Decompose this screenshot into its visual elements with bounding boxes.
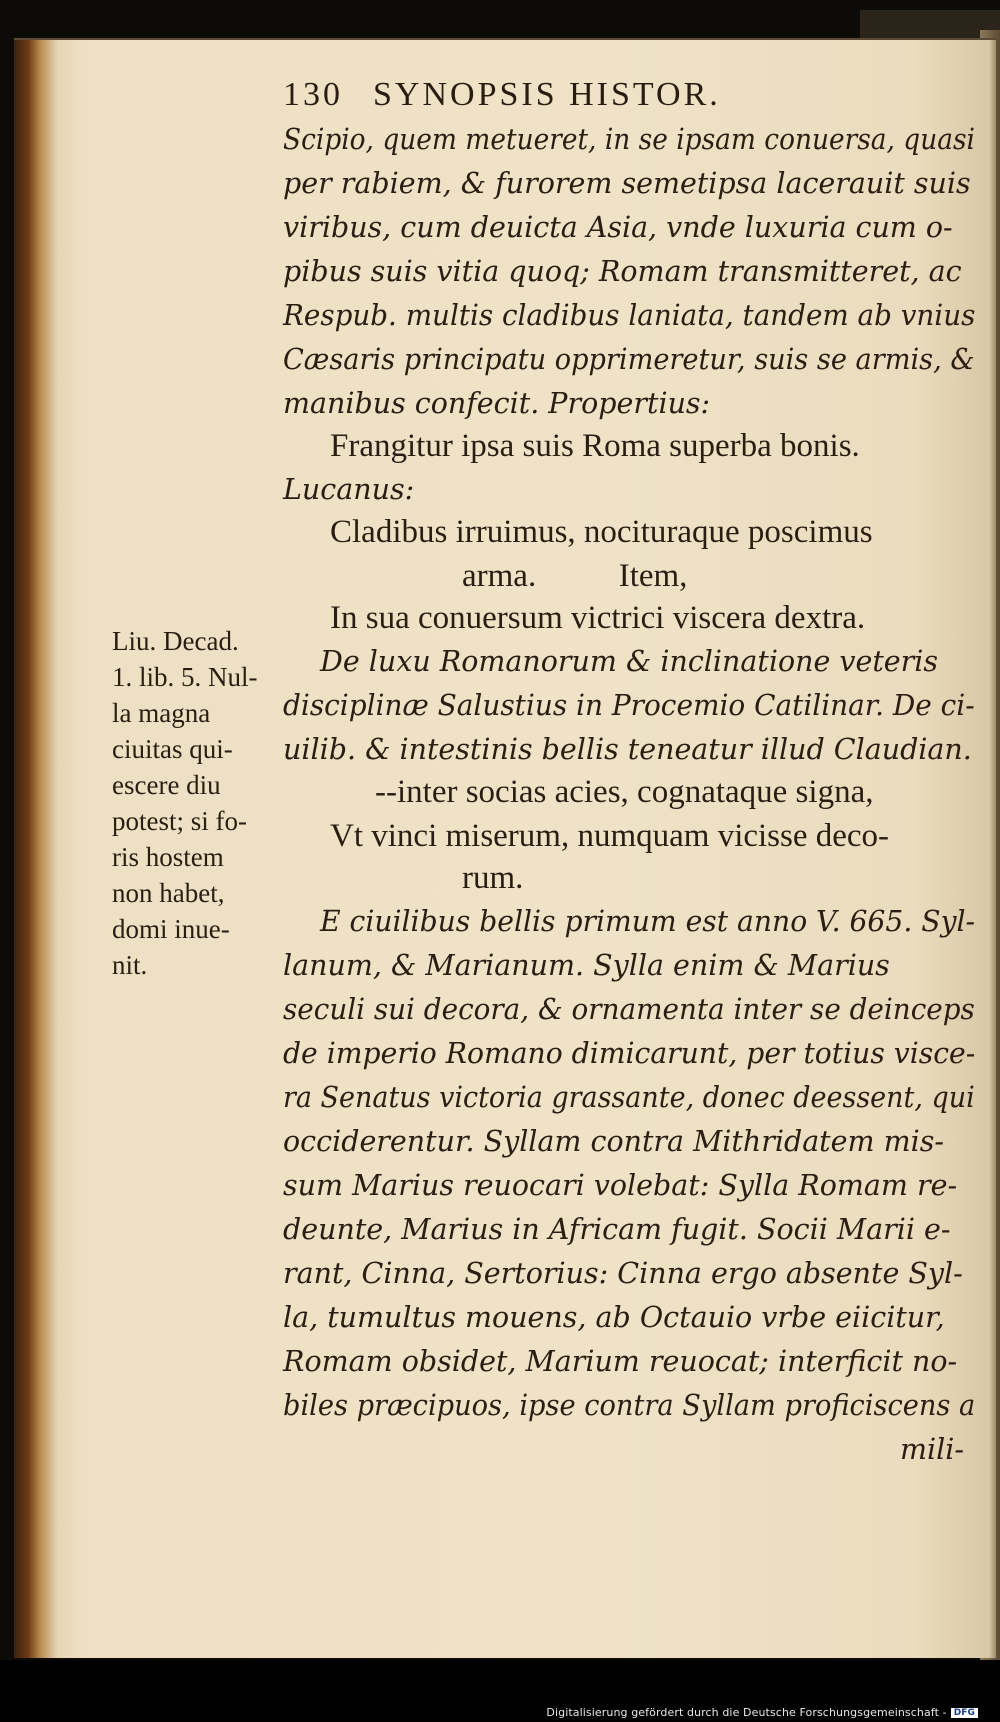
verse-line: --inter socias acies, cognataque signa, (375, 774, 874, 810)
verse-line: arma. Item, (462, 558, 688, 594)
text-line: uilib. & intestinis bellis teneatur illud Claudian. (283, 733, 972, 766)
text-line: manibus confecit. Propertius: (283, 387, 711, 420)
text-line: Romam obsidet, Marium reuocat; interficit no- (283, 1345, 958, 1378)
text-line: occiderentur. Syllam contra Mithridatem mis- (283, 1125, 944, 1158)
text-line: per rabiem, & furorem semetipsa lacerauit suis (283, 167, 971, 200)
text-line: disciplinæ Salustius in Procemio Catilinar. De ci- (283, 689, 975, 722)
margin-note-line: escere diu (112, 770, 221, 800)
margin-note-line: non habet, (112, 878, 225, 908)
catchword: mili- (900, 1433, 964, 1466)
text-line: Cæsaris principatu opprimeretur, suis se armis, & (283, 343, 975, 376)
verse-line: rum. (462, 860, 524, 896)
text-line: rant, Cinna, Sertorius: Cinna ergo absente Syl- (283, 1257, 963, 1290)
page-number: 130 (283, 76, 343, 113)
margin-note-line: Liu. Decad. (112, 626, 239, 656)
margin-note-line: ris hostem (112, 842, 224, 872)
text-line: Scipio, quem metueret, in se ipsam conuersa, quasi (283, 123, 975, 156)
verse-line: Cladibus irruimus, nocituraque poscimus (330, 514, 873, 550)
text-line: ra Senatus victoria grassante, donec deessent, qui (283, 1081, 975, 1114)
verse-line: Vt vinci miserum, numquam vicisse deco- (330, 818, 890, 854)
text-line: biles præcipuos, ipse contra Syllam proficiscens a (283, 1389, 976, 1422)
running-title: SYNOPSIS HISTOR. (373, 76, 721, 113)
text-line: sum Marius reuocari volebat: Sylla Romam re- (283, 1169, 958, 1202)
verse-line: In sua conuersum victrici viscera dextra. (330, 600, 866, 636)
text-line: Lucanus: (283, 473, 415, 506)
text-line: De luxu Romanorum & inclinatione veteris (320, 645, 939, 678)
text-line: Respub. multis cladibus laniata, tandem ab vnius (283, 299, 976, 332)
text-line: seculi sui decora, & ornamenta inter se deinceps (283, 993, 975, 1026)
margin-note-line: la magna (112, 698, 211, 728)
text-line: E ciuilibus bellis primum est anno V. 665. Syl- (320, 905, 976, 938)
text-line: pibus suis vitia quoq; Romam transmitteret, ac (283, 255, 962, 288)
verse-line: Frangitur ipsa suis Roma superba bonis. (330, 428, 860, 464)
digitization-credit (546, 1706, 978, 1719)
text-line: de imperio Romano dimicarunt, per totius visce- (283, 1037, 976, 1070)
text-line: deunte, Marius in Africam fugit. Socii Marii e- (283, 1213, 951, 1246)
text-line: la, tumultus mouens, ab Octauio vrbe eiicitur, (283, 1301, 945, 1334)
margin-note-line: nit. (112, 950, 148, 980)
dfg-logo: DFG (951, 1708, 978, 1718)
running-header (283, 76, 923, 120)
margin-note-line: domi inue- (112, 914, 230, 944)
credit-text: Digitalisierung gefördert durch die Deutsche Forschungsgemeinschaft - (546, 1706, 947, 1719)
text-line: viribus, cum deuicta Asia, vnde luxuria cum o- (283, 211, 953, 244)
margin-note-line: 1. lib. 5. Nul- (112, 662, 258, 692)
margin-note-line: potest; si fo- (112, 806, 247, 836)
margin-note-line: ciuitas qui- (112, 734, 233, 764)
text-line: lanum, & Marianum. Sylla enim & Marius (283, 949, 890, 982)
